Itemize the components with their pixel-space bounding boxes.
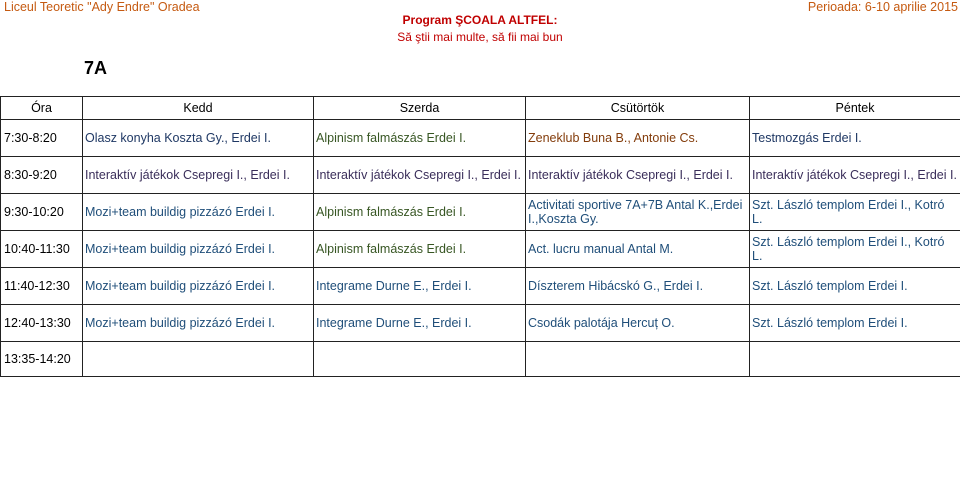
schedule-table bbox=[0, 96, 960, 377]
activity-cell: Zeneklub Buna B., Antonie Cs. bbox=[526, 120, 750, 157]
column-header-wednesday: Szerda bbox=[314, 97, 526, 120]
time-slot: 8:30-9:20 bbox=[1, 157, 83, 194]
activity-cell: Díszterem Hibácskó G., Erdei I. bbox=[526, 268, 750, 305]
activity-cell: Alpinism falmászás Erdei I. bbox=[314, 120, 526, 157]
activity-cell: Integrame Durne E., Erdei I. bbox=[314, 268, 526, 305]
school-name: Liceul Teoretic "Ady Endre" Oradea bbox=[4, 0, 200, 14]
activity-cell: Alpinism falmászás Erdei I. bbox=[314, 231, 526, 268]
activity-cell bbox=[83, 342, 314, 377]
table-row bbox=[1, 231, 960, 268]
activity-cell: Interaktív játékok Csepregi I., Erdei I. bbox=[526, 157, 750, 194]
table-row bbox=[1, 342, 960, 377]
activity-cell: Interaktív játékok Csepregi I., Erdei I. bbox=[314, 157, 526, 194]
table-row bbox=[1, 268, 960, 305]
activity-cell: Mozi+team buildig pizzázó Erdei I. bbox=[83, 194, 314, 231]
activity-cell bbox=[526, 342, 750, 377]
activity-cell bbox=[314, 342, 526, 377]
column-header-tuesday: Kedd bbox=[83, 97, 314, 120]
time-slot: 7:30-8:20 bbox=[1, 120, 83, 157]
table-row bbox=[1, 305, 960, 342]
period-label: Perioada: 6-10 aprilie 2015 bbox=[807, 0, 958, 14]
activity-cell: Integrame Durne E., Erdei I. bbox=[314, 305, 526, 342]
activity-cell: Activitati sportive 7A+7B Antal K.,Erdei I.,Koszta Gy. bbox=[526, 194, 750, 231]
time-slot: 10:40-11:30 bbox=[1, 231, 83, 268]
table-row bbox=[1, 194, 960, 231]
activity-cell: Olasz konyha Koszta Gy., Erdei I. bbox=[83, 120, 314, 157]
activity-cell: Mozi+team buildig pizzázó Erdei I. bbox=[83, 305, 314, 342]
column-header-thursday: Csütörtök bbox=[526, 97, 750, 120]
time-slot: 12:40-13:30 bbox=[1, 305, 83, 342]
class-name: 7A bbox=[84, 58, 108, 78]
column-header-time: Óra bbox=[1, 97, 83, 120]
table-row bbox=[1, 157, 960, 194]
page-header bbox=[0, 0, 960, 44]
activity-cell: Interaktív játékok Csepregi I., Erdei I. bbox=[750, 157, 960, 194]
activity-cell: Szt. László templom Erdei I. bbox=[750, 268, 960, 305]
activity-cell: Szt. László templom Erdei I., Kotró L. bbox=[750, 231, 960, 268]
time-slot: 11:40-12:30 bbox=[1, 268, 83, 305]
column-header-friday: Péntek bbox=[750, 97, 960, 120]
table-row bbox=[1, 120, 960, 157]
activity-cell: Interaktív játékok Csepregi I., Erdei I. bbox=[83, 157, 314, 194]
activity-cell: Szt. László templom Erdei I., Kotró L. bbox=[750, 194, 960, 231]
activity-cell bbox=[750, 342, 960, 377]
time-slot: 9:30-10:20 bbox=[1, 194, 83, 231]
activity-cell: Alpinism falmászás Erdei I. bbox=[314, 194, 526, 231]
program-title: Program ŞCOALA ALTFEL: bbox=[402, 13, 558, 27]
activity-cell: Act. lucru manual Antal M. bbox=[526, 231, 750, 268]
activity-cell: Mozi+team buildig pizzázó Erdei I. bbox=[83, 231, 314, 268]
time-slot: 13:35-14:20 bbox=[1, 342, 83, 377]
activity-cell: Szt. László templom Erdei I. bbox=[750, 305, 960, 342]
program-motto: Să ştii mai multe, să fii mai bun bbox=[397, 30, 563, 44]
activity-cell: Mozi+team buildig pizzázó Erdei I. bbox=[83, 268, 314, 305]
activity-cell: Csodák palotája Hercuț O. bbox=[526, 305, 750, 342]
activity-cell: Testmozgás Erdei I. bbox=[750, 120, 960, 157]
table-header-row bbox=[1, 97, 960, 120]
